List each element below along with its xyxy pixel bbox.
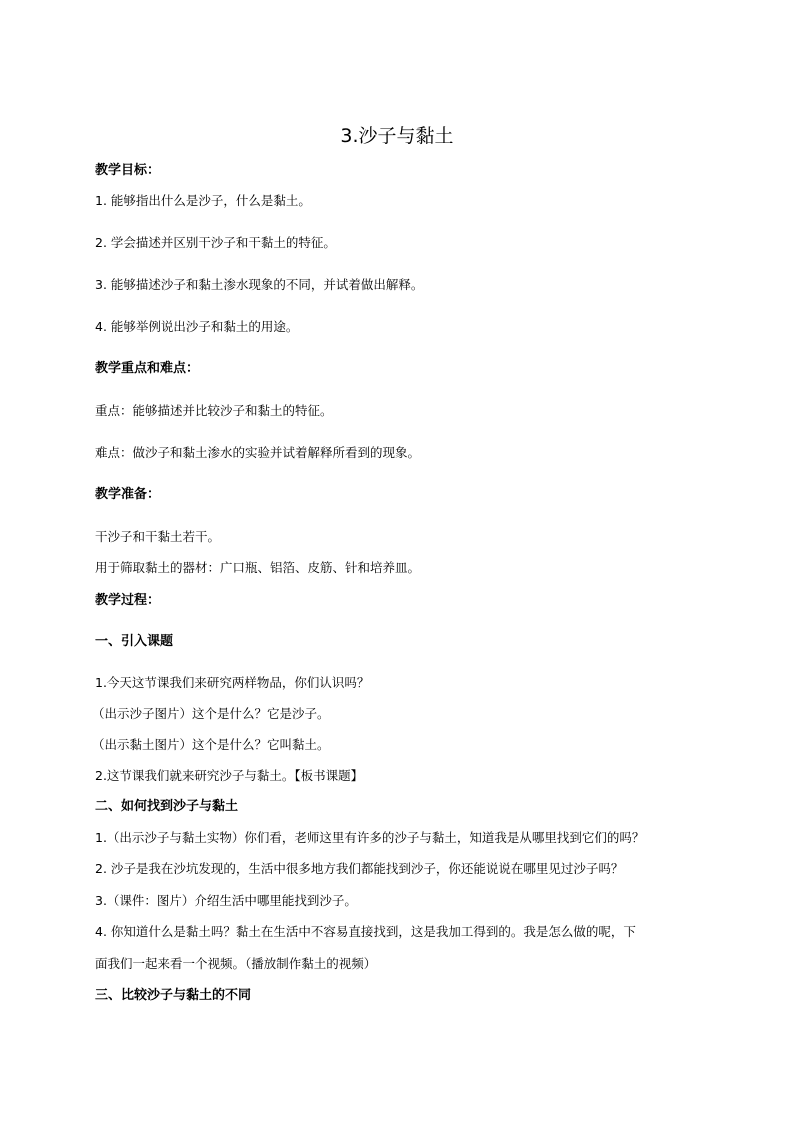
process-line: 2.这节课我们就来研究沙子与黏土。【板书课题】 <box>95 768 364 783</box>
process-line: （出示黏土图片）这个是什么？它叫黏土。 <box>92 737 330 752</box>
preparation-item: 干沙子和干黏土若干。 <box>95 529 221 544</box>
key-point-focus: 重点：能够描述并比较沙子和黏土的特征。 <box>95 403 333 418</box>
key-points-heading: 教学重点和难点： <box>95 361 200 376</box>
objectives-heading: 教学目标： <box>95 163 161 178</box>
process-line: 1.（出示沙子与黏土实物）你们看，老师这里有许多的沙子与黏土，知道我是从哪里找到它们的吗？ <box>95 830 645 845</box>
objective-item: 3. 能够描述沙子和黏土渗水现象的不同，并试着做出解释。 <box>95 277 424 292</box>
key-point-difficulty: 难点：做沙子和黏土渗水的实验并试着解释所看到的现象。 <box>95 445 421 460</box>
objective-item: 1. 能够指出什么是沙子，什么是黏土。 <box>95 193 311 208</box>
process-line: 面我们一起来看一个视频。（播放制作黏土的视频） <box>95 956 377 971</box>
objective-item: 4. 能够举例说出沙子和黏土的用途。 <box>95 319 299 334</box>
process-heading: 教学过程： <box>95 593 161 608</box>
preparation-heading: 教学准备： <box>95 487 161 502</box>
objective-item: 2. 学会描述并区别干沙子和干黏土的特征。 <box>95 235 336 250</box>
section-heading: 一、引入课题 <box>95 634 174 649</box>
document-title: 3.沙子与黏土 <box>340 125 454 147</box>
process-line: 2. 沙子是我在沙坑发现的，生活中很多地方我们都能找到沙子，你还能说说在哪里见过沙子吗？ <box>95 861 624 876</box>
preparation-item: 用于筛取黏土的器材：广口瓶、铝箔、皮筋、针和培养皿。 <box>95 560 421 575</box>
process-line: 3.（课件：图片）介绍生活中哪里能找到沙子。 <box>95 893 357 908</box>
section-heading: 二、如何找到沙子与黏土 <box>95 799 239 814</box>
process-line: （出示沙子图片）这个是什么？它是沙子。 <box>92 706 330 721</box>
process-line: 1.今天这节课我们来研究两样物品，你们认识吗？ <box>95 675 370 690</box>
process-line: 4. 你知道什么是黏土吗？黏土在生活中不容易直接找到，这是我加工得到的。我是怎么做的呢，下 <box>95 924 636 939</box>
section-heading: 三、比较沙子与黏土的不同 <box>95 988 252 1003</box>
